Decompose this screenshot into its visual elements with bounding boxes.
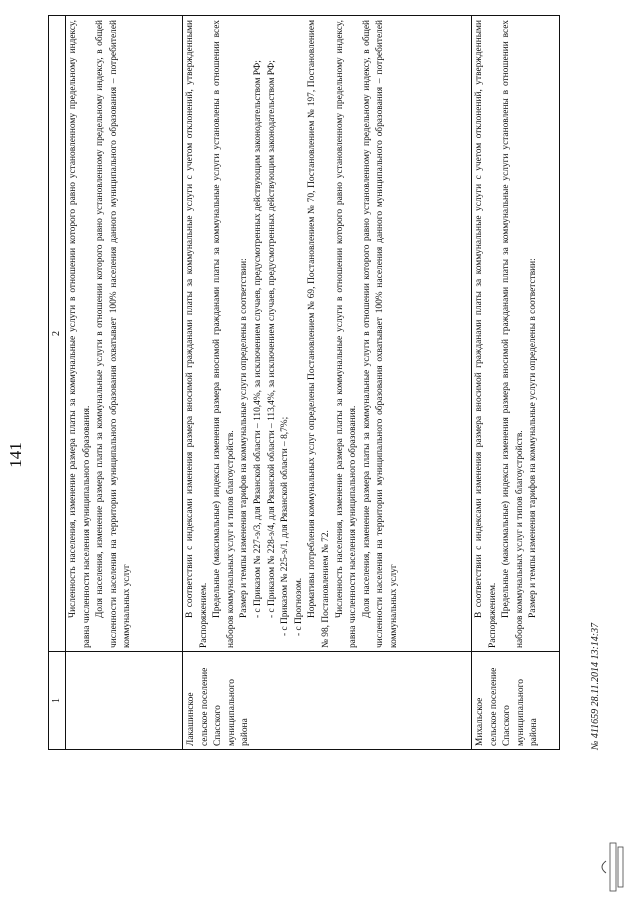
settlement-name-cell bbox=[66, 651, 182, 749]
settlement-name-cell bbox=[183, 651, 471, 749]
description-paragraph: - с Прогнозом. bbox=[293, 577, 304, 636]
settlement-name-line: сельское поселение bbox=[488, 667, 499, 746]
description-paragraph: - с Приказом № 225-э/1, для Рязанской области – 8,7%; bbox=[280, 416, 291, 636]
column-2-header: 2 bbox=[51, 331, 62, 336]
table-row bbox=[183, 16, 472, 749]
table-row bbox=[472, 16, 559, 749]
description-cell bbox=[66, 16, 182, 651]
settlement-name-line: муниципального bbox=[226, 679, 237, 746]
description-paragraph: - с Приказом № 227-э/3, для Рязанской области – 110,4%, за исключением случаев, предусмотренных действующим законодательством РФ; bbox=[252, 60, 263, 618]
description-paragraph: Нормативы потребления коммунальных услуг определены Постановлением № 69, Постановлением № 70, Постановлением № 197, Постановлением № 98, Постановлением № 72. bbox=[307, 20, 331, 648]
description-paragraph: Численность населения, изменение размера платы за коммунальные услуги в отношении которого равно установленному предельному индексу, равна численности населения муниципального образования. bbox=[334, 20, 359, 648]
page-number: 141 bbox=[6, 442, 25, 468]
description-paragraph: Численность населения, изменение размера платы за коммунальные услуги в отношении которого равно установленному предельному индексу, равна численности населения муниципального образования. bbox=[68, 20, 92, 648]
description-paragraph: - с Приказом № 228-э/4, для Рязанской области – 113,4%, за исключением случаев, предусмотренных действующим законодательством РФ; bbox=[266, 60, 277, 618]
description-paragraph: Размер и темпы изменения тарифов на коммунальные услуги определены в соответствии: bbox=[528, 258, 539, 618]
settlement-name-line: Спасского bbox=[213, 705, 224, 746]
document-table bbox=[48, 15, 560, 750]
description-paragraph: Доля населения, изменение размера платы за коммунальные услуги в отношении которого равно установленному предельному индексу, в общей численности населения на территории муниципального образования охватывает 100% населения данного муниципального образования – потребителей коммунальных услуг bbox=[95, 20, 133, 648]
description-paragraph: В соответствии с индексами изменения размера вносимой гражданами платы за коммунальные услуги с учетом отклонений, утвержденными Распоряжением. bbox=[185, 20, 209, 648]
description-paragraph: В соответствии с индексами изменения размера вносимой гражданами платы за коммунальные услуги с учетом отклонений, утвержденными Распоряжением. bbox=[474, 20, 498, 648]
settlement-name-line: муниципального bbox=[515, 679, 526, 746]
settlement-name-line: Спасского bbox=[502, 705, 513, 746]
document-id: № 411659 28.11.2014 13:14:37 bbox=[590, 622, 601, 750]
description-paragraph: Предельные (максимальные) индексы изменения размера вносимой гражданами платы за коммунальные услуги установлены в отношении всех наборов коммунальных услуг и типов благоустройств. bbox=[212, 20, 236, 648]
description-cell bbox=[183, 16, 471, 651]
settlement-name-line: сельское поселение bbox=[199, 667, 210, 746]
description-cell bbox=[472, 16, 559, 651]
stamp-logo-icon bbox=[598, 839, 628, 895]
table-body bbox=[66, 16, 559, 749]
settlement-name-line: Михальское bbox=[475, 697, 485, 746]
table-header-row bbox=[49, 16, 66, 749]
column-1-header: 1 bbox=[49, 651, 65, 749]
settlement-name-cell bbox=[472, 651, 559, 749]
settlement-name-line: Лакашинское bbox=[186, 692, 196, 746]
description-paragraph: Доля населения, изменение размера платы за коммунальные услуги в отношении которого равно установленному предельному индексу, в общей численности населения на территории муниципального образования охватывает 100% населения данного муниципального образования – потребителей коммунальных услуг bbox=[361, 20, 399, 648]
description-paragraph: Предельные (максимальные) индексы изменения размера вносимой гражданами платы за коммунальные услуги установлены в отношении всех наборов коммунальных услуг и типов благоустройств. bbox=[501, 20, 525, 648]
table-row bbox=[66, 16, 183, 749]
description-paragraph: Размер и темпы изменения тарифов на коммунальные услуги определены в соответствии: bbox=[239, 258, 250, 618]
settlement-name-line: района bbox=[529, 718, 540, 746]
settlement-name-line: района bbox=[240, 718, 251, 746]
